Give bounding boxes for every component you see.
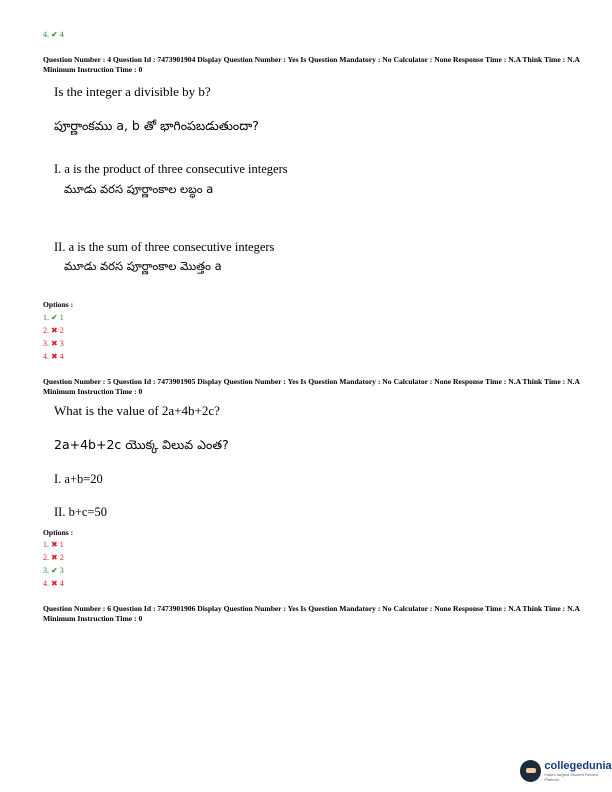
collegedunia-logo[interactable]: [520, 760, 612, 782]
cross-icon: ✖: [51, 352, 58, 361]
option-value: 2: [59, 326, 64, 335]
q5-option-3: [43, 566, 64, 576]
prev-option-4: [43, 30, 64, 40]
q4-option-3: [43, 339, 64, 349]
option-value: 4: [59, 30, 64, 39]
option-number: 4.: [43, 352, 49, 361]
q4-options-label: Options :: [43, 300, 74, 309]
q4-question-te: పూర్ణాంకము a, b తో భాగింపబడుతుందా?: [54, 118, 259, 133]
option-number: 1.: [43, 540, 49, 549]
q4-option-2: [43, 326, 64, 336]
q5-meta: Question Number : 5 Question Id : 7473901905 Display Question Number : Yes Is Question Mandatory : No Calculator : None Response Time : N.A Think Time : N.A Minimum Instruction Time : 0: [43, 377, 580, 396]
mascot-icon: [520, 760, 541, 782]
option-value: 2: [59, 553, 64, 562]
option-number: 4.: [43, 579, 49, 588]
logo-tagline: India's largest Student Review Platform: [544, 772, 599, 782]
logo-name: collegedunia: [544, 760, 612, 772]
option-number: 4.: [43, 30, 49, 39]
q4-meta: Question Number : 4 Question Id : 7473901904 Display Question Number : Yes Is Question Mandatory : No Calculator : None Response Time : N.A Think Time : N.A Minimum Instruction Time : 0: [43, 55, 580, 74]
q4-statement-2-te: మూడు వరస పూర్ణాంకాల మొత్తం a: [64, 259, 222, 273]
cross-icon: ✖: [51, 540, 58, 549]
q4-option-1: [43, 313, 64, 323]
q4-question-en: Is the integer a divisible by b?: [54, 84, 211, 99]
q4-statement-2-en: II. a is the sum of three consecutive integers: [54, 240, 275, 254]
check-icon: ✔: [51, 313, 58, 322]
q4-statement-1-en: I. a is the product of three consecutive integers: [54, 162, 288, 176]
option-number: 3.: [43, 339, 49, 348]
q5-question-te: 2a+4b+2c యొక్క విలువ ఎంత?: [54, 437, 229, 452]
check-icon: ✔: [51, 30, 58, 39]
q5-question-en: What is the value of 2a+4b+2c?: [54, 403, 220, 418]
check-icon: ✔: [51, 566, 58, 575]
option-value: 3: [59, 566, 64, 575]
option-value: 3: [59, 339, 64, 348]
option-number: 3.: [43, 566, 49, 575]
q5-option-1: [43, 540, 64, 550]
cross-icon: ✖: [51, 326, 58, 335]
q6-meta: Question Number : 6 Question Id : 7473901906 Display Question Number : Yes Is Question Mandatory : No Calculator : None Response Time : N.A Think Time : N.A Minimum Instruction Time : 0: [43, 604, 580, 623]
option-number: 2.: [43, 326, 49, 335]
option-number: 2.: [43, 553, 49, 562]
q5-statement-2: II. b+c=50: [54, 505, 107, 519]
option-number: 1.: [43, 313, 49, 322]
option-value: 1: [59, 313, 64, 322]
cross-icon: ✖: [51, 553, 58, 562]
q5-statement-1: I. a+b=20: [54, 472, 103, 486]
q4-statement-1-te: మూడు వరస పూర్ణాంకాల లబ్ధం a: [64, 182, 214, 196]
q4-option-4: [43, 352, 64, 362]
q5-option-2: [43, 553, 64, 563]
option-value: 4: [59, 579, 64, 588]
q5-option-4: [43, 579, 64, 589]
cross-icon: ✖: [51, 579, 58, 588]
option-value: 4: [59, 352, 64, 361]
q5-options-label: Options :: [43, 528, 74, 537]
cross-icon: ✖: [51, 339, 58, 348]
option-value: 1: [59, 540, 64, 549]
